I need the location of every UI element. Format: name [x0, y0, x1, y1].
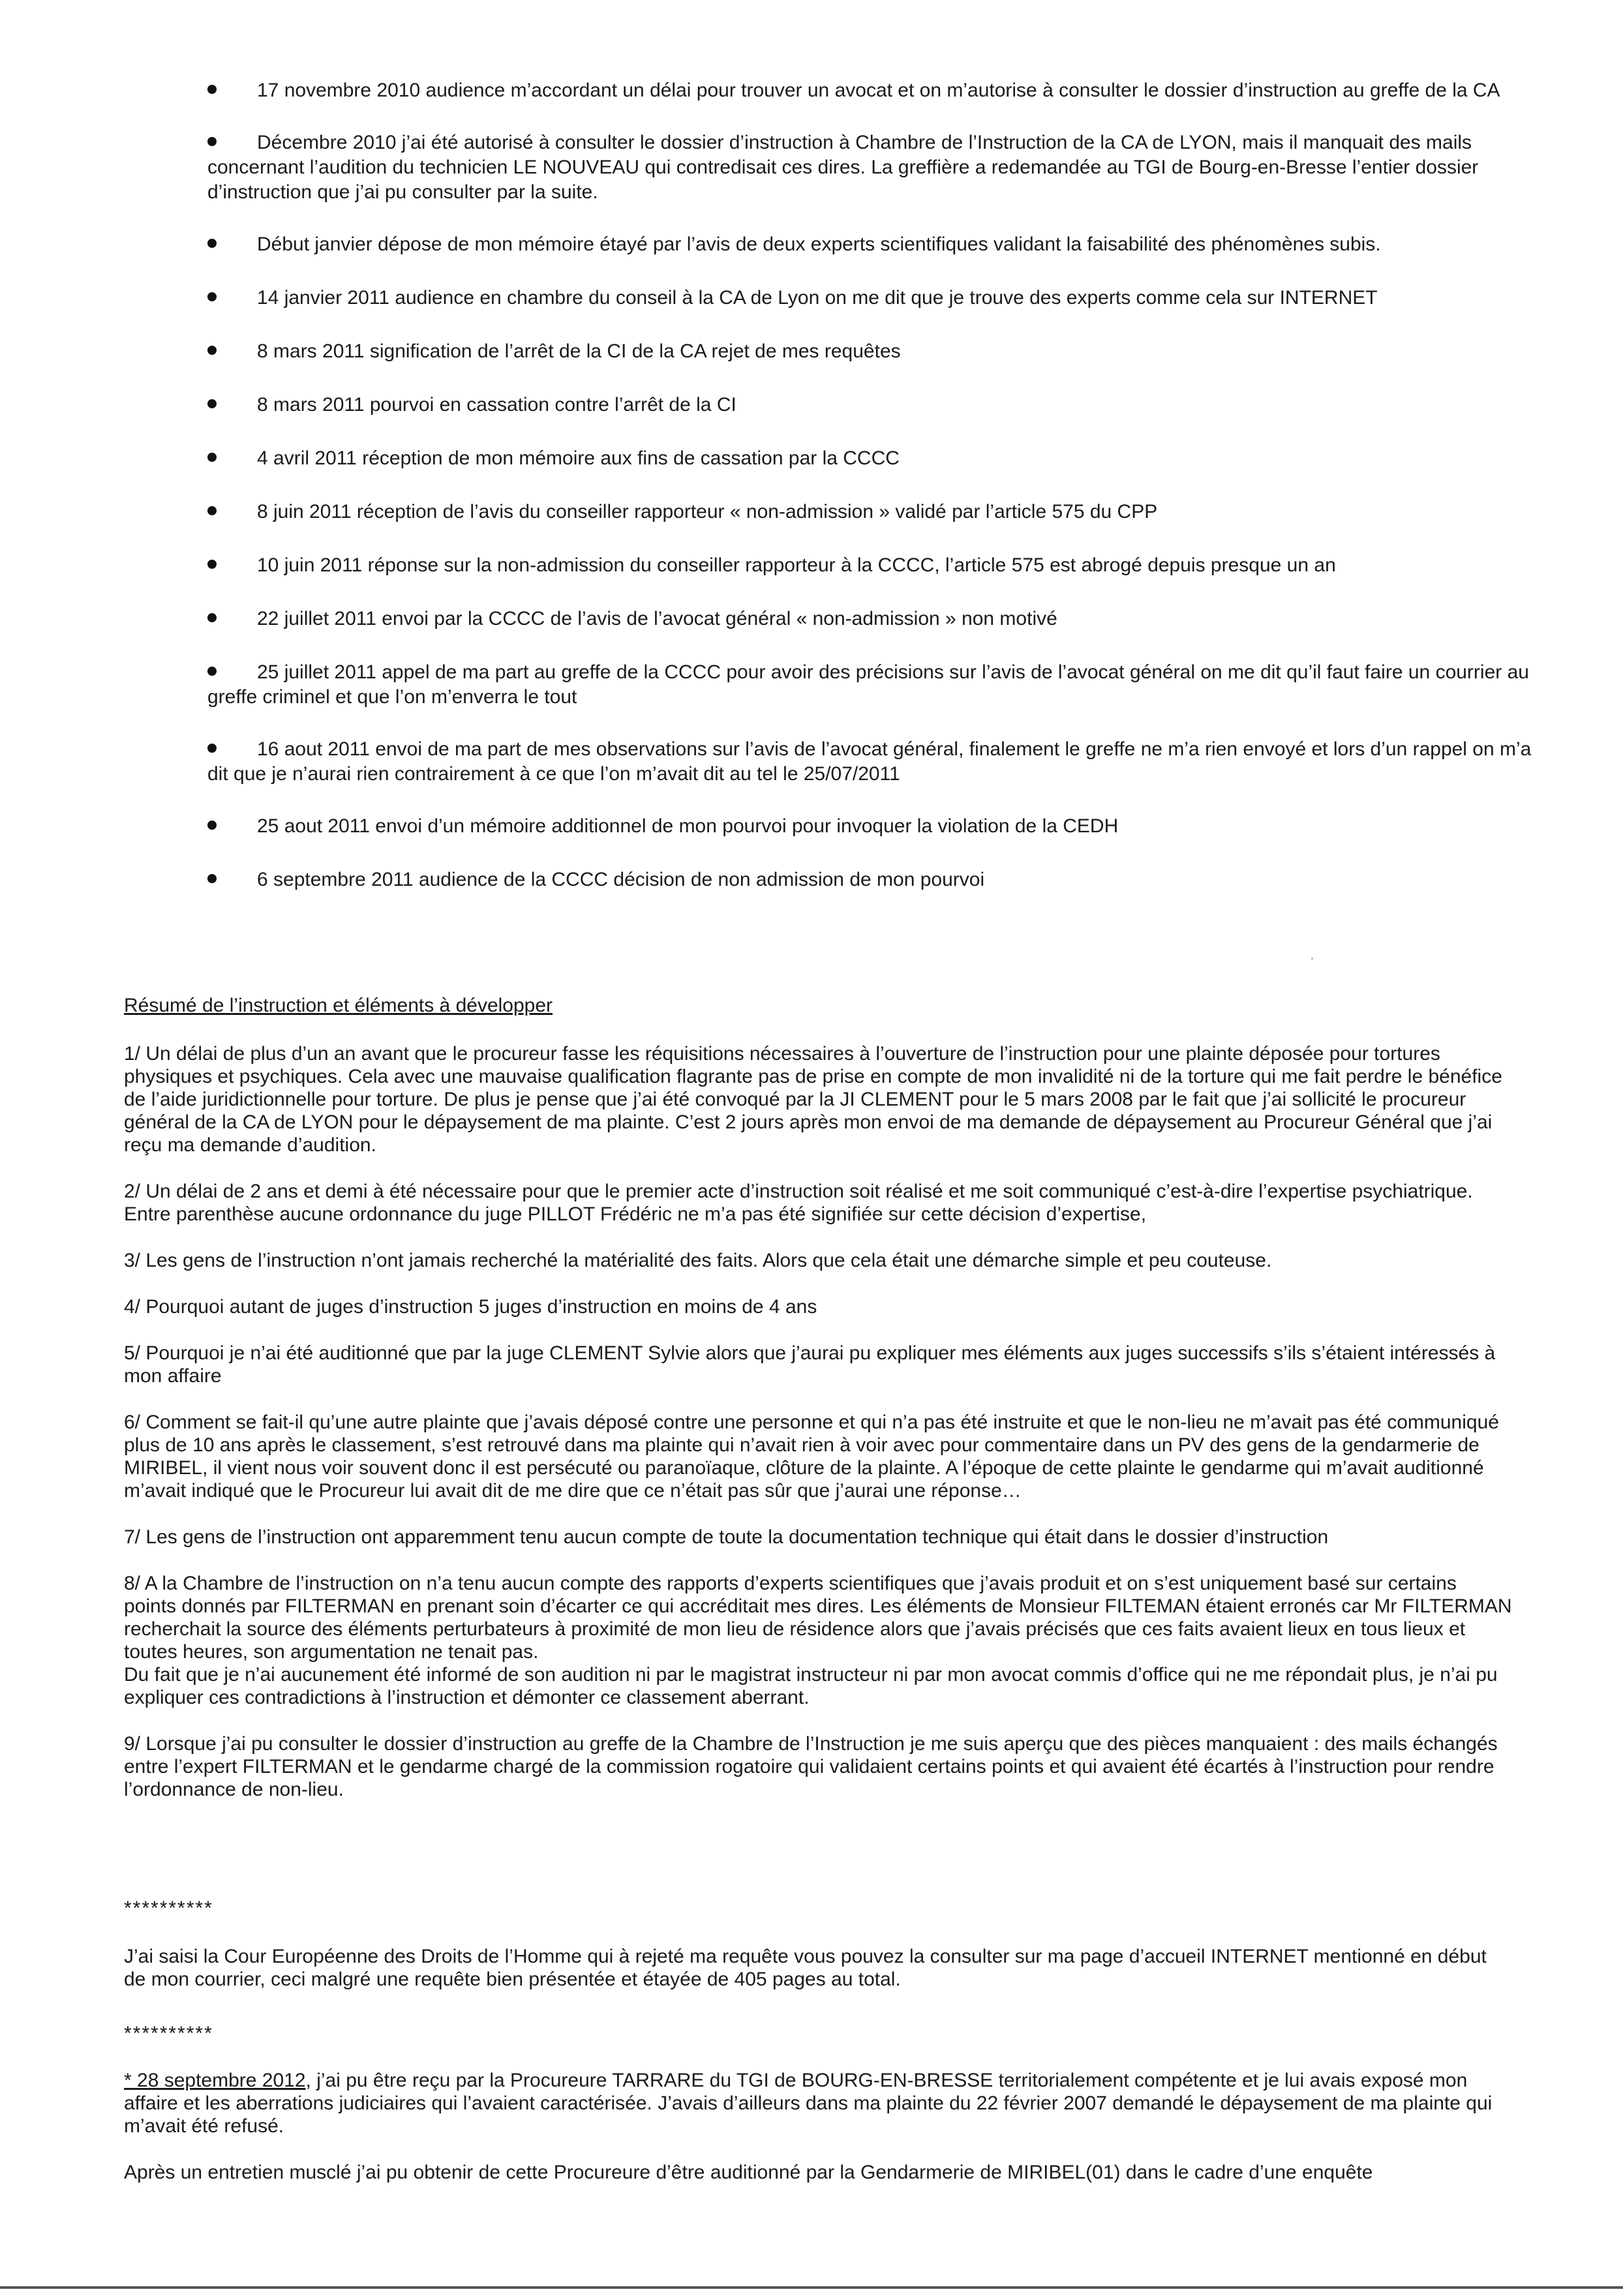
timeline-text: 14 janvier 2011 audience en chambre du conseil à la CA de Lyon on me dit que je trouve des experts comme cela sur INTERNET — [257, 287, 1378, 309]
timeline-item — [207, 737, 1538, 787]
procureure-paragraph — [124, 2069, 1513, 2207]
timeline-text: 6 septembre 2011 audience de la CCCC décision de non admission de mon pourvoi — [257, 869, 985, 890]
timeline-item — [207, 553, 1538, 578]
summary-point: Du fait que je n’ai aucunement été informé de son audition ni par le magistrat instructeur ni par mon avocat commis d’office qui ne me répondait plus, je n’ai pu expliquer ces contradictions à l’instruction et démonter ce classement aberrant. — [124, 1664, 1498, 1708]
summary-point: 9/ Lorsque j’ai pu consulter le dossier d’instruction au greffe de la Chambre de l’Instruction je me suis aperçu que des pièces manquaient : des mails échangés entre l’expert FILTERMAN et le gendarme chargé de la commission rogatoire qui validaient certains points et qui avaient été écartés à l’instruction pour rendre l’ordonnance de non-lieu. — [124, 1733, 1498, 1800]
summary-point: 1/ Un délai de plus d’un an avant que le procureur fasse les réquisitions nécessaires à l’ouverture de l’instruction pour une plainte déposée pour tortures physiques et psychiques. Cela avec une mauvaise qualification flagrante pas de prise en compte de mon invalidité ni de la torture qui me fait perdre le bénéfice de l’aide juridictionnelle pour torture. De plus je pense que j’ai été convoqué par la JI CLEMENT pour le 5 mars 2008 par le fait que j’ai sollicité le procureur général de la CA de LYON pour le dépaysement de ma plainte. C’est 2 jours après mon envoi de ma demande de dépaysement au Procureur Général que j’ai reçu ma demande d’audition. — [124, 1043, 1502, 1156]
bullet-icon — [207, 137, 217, 146]
timeline-item — [207, 339, 1538, 364]
timeline-item — [207, 232, 1538, 257]
bullet-icon — [207, 453, 217, 462]
summary-point: 7/ Les gens de l’instruction ont apparemment tenu aucun compte de toute la documentation technique qui était dans le dossier d’instruction — [124, 1526, 1329, 1548]
bullet-icon — [207, 85, 217, 94]
timeline-list — [207, 78, 1538, 921]
summary-heading: Résumé de l’instruction et éléments à développer — [124, 995, 553, 1016]
bullet-icon — [207, 506, 217, 515]
timeline-text: 8 mars 2011 signification de l’arrêt de la CI de la CA rejet de mes requêtes — [257, 340, 901, 362]
timeline-item — [207, 814, 1538, 839]
bullet-icon — [207, 667, 217, 676]
timeline-text: 4 avril 2011 réception de mon mémoire aux fins de cassation par la CCCC — [257, 447, 900, 469]
scan-bottom-edge — [0, 2286, 1623, 2289]
summary-point: 6/ Comment se fait-il qu’une autre plainte que j’avais déposé contre une personne et qui n’a pas été instruite et que le non-lieu ne m’avait pas été communiqué plus de 10 ans après le classement, s’est retrouvé dans ma plainte qui n’avait rien à voir avec pour commentaire dans un PV des gens de la gendarmerie de MIRIBEL, il vient nous voir souvent donc il est persécuté ou paranoïaque, clôture de la plainte. A l’époque de cette plainte le gendarme qui m’avait auditionné m’avait indiqué que le Procureur lui avait dit de me dire que ce n’était pas sûr que j’aurai une réponse… — [124, 1412, 1499, 1502]
timeline-text: 17 novembre 2010 audience m’accordant un délai pour trouver un avocat et on m’autorise à consulter le dossier d’instruction au greffe de la CA — [257, 80, 1500, 101]
timeline-text: 10 juin 2011 réponse sur la non-admission du conseiller rapporteur à la CCCC, l’article 575 est abrogé depuis presque un an — [257, 554, 1336, 576]
bullet-icon — [207, 613, 217, 622]
entretien-text: Après un entretien musclé j’ai pu obtenir de cette Procureure d’être auditionné par la Gendarmerie de MIRIBEL(01) dans le cadre d’une enquête — [124, 2162, 1373, 2183]
summary-point: 4/ Pourquoi autant de juges d’instruction 5 juges d’instruction en moins de 4 ans — [124, 1296, 817, 1318]
timeline-item — [207, 393, 1538, 417]
timeline-text: 8 mars 2011 pourvoi en cassation contre l’arrêt de la CI — [257, 394, 736, 415]
separator: ********** — [124, 1897, 213, 1919]
procureure-body: , j’ai pu être reçu par la Procureure TARRARE du TGI de BOURG-EN-BRESSE territorialement compétente et je lui avais exposé mon affaire et les aberrations judiciaires qui l’avaient caractérisée. J’avais d’ailleurs dans ma plainte du 22 février 2007 demandé le dépaysement de ma plainte qui m’avait été refusé. — [124, 2070, 1493, 2137]
timeline-text: 16 aout 2011 envoi de ma part de mes observations sur l’avis de l’avocat général, finalement le greffe ne m’a rien envoyé et lors d’un rappel on m’a dit que je n’aurai rien contrairement à ce que l’on m’avait dit au tel le 25/07/2011 — [207, 738, 1532, 785]
summary-point: 3/ Les gens de l’instruction n’ont jamais recherché la matérialité des faits. Alors que cela était une démarche simple et peu couteuse. — [124, 1250, 1272, 1271]
bullet-icon — [207, 346, 217, 355]
timeline-item — [207, 78, 1538, 103]
timeline-item — [207, 607, 1538, 631]
timeline-text: 8 juin 2011 réception de l’avis du conseiller rapporteur « non-admission » validé par l’article 575 du CPP — [257, 501, 1158, 522]
timeline-item — [207, 868, 1538, 892]
timeline-item — [207, 660, 1538, 710]
timeline-text: 22 juillet 2011 envoi par la CCCC de l’avis de l’avocat général « non-admission » non motivé — [257, 608, 1057, 629]
bullet-icon — [207, 874, 217, 883]
timeline-text: Décembre 2010 j’ai été autorisé à consulter le dossier d’instruction à Chambre de l’Instruction de la CA de LYON, mais il manquait des mails concernant l’audition du technicien LE NOUVEAU qui contredisait ces dires. La greffière a redemandée au TGI de Bourg-en-Bresse l’entier dossier d’instruction que j’ai pu consulter par la suite. — [207, 132, 1479, 203]
bullet-icon — [207, 399, 217, 408]
timeline-item — [207, 286, 1538, 310]
bullet-icon — [207, 560, 217, 569]
summary-point: 2/ Un délai de 2 ans et demi à été nécessaire pour que le premier acte d’instruction soit réalisé et me soit communiqué c’est-à-dire l’expertise psychiatrique. Entre parenthèse aucune ordonnance du juge PILLOT Frédéric ne m’a pas été signifiée sur cette décision d’expertise, — [124, 1181, 1473, 1225]
bullet-icon — [207, 239, 217, 248]
bullet-icon — [207, 292, 217, 301]
timeline-item — [207, 500, 1538, 524]
timeline-text: Début janvier dépose de mon mémoire étayé par l’avis de deux experts scientifiques validant la faisabilité des phénomènes subis. — [257, 234, 1381, 255]
bullet-icon — [207, 744, 217, 753]
scan-speck — [1311, 958, 1313, 959]
date-marker: * 28 septembre 2012 — [124, 2070, 306, 2091]
timeline-text: 25 juillet 2011 appel de ma part au greffe de la CCCC pour avoir des précisions sur l’avis de l’avocat général on me dit qu’il faut faire un courrier au greffe criminel et que l’on m’enverra le tout — [207, 661, 1529, 708]
bullet-icon — [207, 821, 217, 830]
summary-point: 8/ A la Chambre de l’instruction on n’a tenu aucun compte des rapports d’experts scientifiques que j’avais produit et on s’est uniquement basé sur certains points donnés par FILTERMAN en prenant soin d’écarter ce qui accréditait mes dires. Les éléments de Monsieur FILTEMAN étaient erronés car Mr FILTERMAN recherchait la source des éléments perturbateurs à proximité de mon lieu de résidence alors que j’avais précisés que ces faits avaient lieux en tous lieux et toutes heures, son argumentation ne tenait pas. — [124, 1573, 1512, 1663]
procureure-text — [124, 2069, 1513, 2137]
timeline-text: 25 aout 2011 envoi d’un mémoire additionnel de mon pourvoi pour invoquer la violation de la CEDH — [257, 815, 1119, 837]
summary-section — [124, 1042, 1513, 1824]
cedh-paragraph — [124, 1945, 1513, 2014]
cedh-text: J’ai saisi la Cour Européenne des Droits de l’Homme qui à rejeté ma requête vous pouvez la consulter sur ma page d’accueil INTERNET mentionné en début de mon courrier, ceci malgré une requête bien présentée et étayée de 405 pages au total. — [124, 1946, 1487, 1990]
timeline-item — [207, 130, 1538, 205]
separator: ********** — [124, 2023, 213, 2044]
timeline-item — [207, 446, 1538, 471]
summary-point: 5/ Pourquoi je n’ai été auditionné que par la juge CLEMENT Sylvie alors que j’aurai pu expliquer mes éléments aux juges successifs s’ils s’étaient intéressés à mon affaire — [124, 1342, 1496, 1387]
